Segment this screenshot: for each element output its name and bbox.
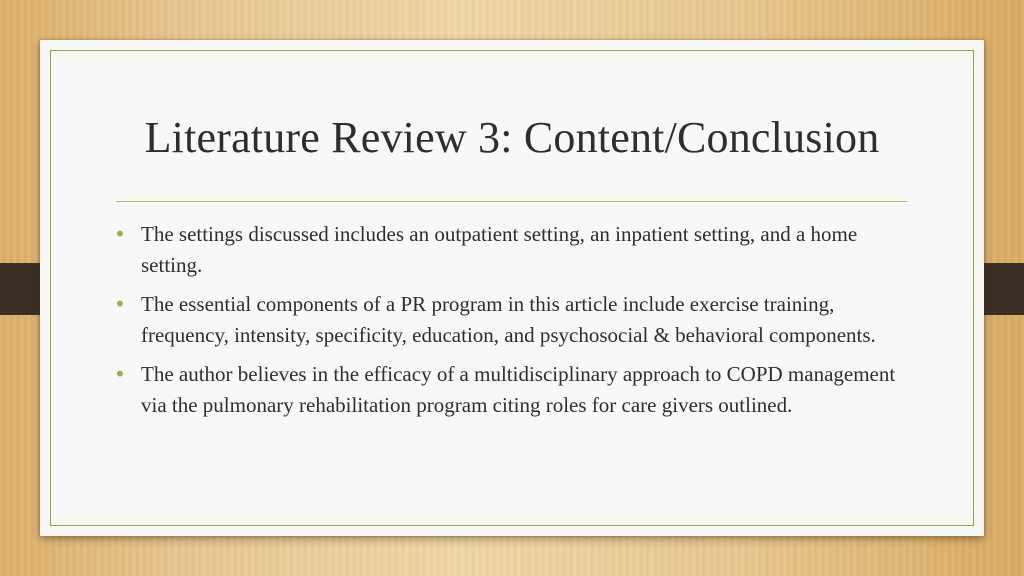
title-divider bbox=[116, 201, 907, 202]
bullet-list bbox=[114, 219, 921, 429]
bullet-item bbox=[114, 359, 921, 421]
bullet-text: The essential components of a PR program in this article include exercise training, frequency, intensity, specificity, education, and psychosocial & behavioral components. bbox=[141, 292, 876, 347]
slide-title: Literature Review 3: Content/Conclusion bbox=[144, 113, 880, 162]
bullet-text: The settings discussed includes an outpatient setting, an inpatient setting, and a home setting. bbox=[141, 222, 858, 277]
bullet-marker-icon: • bbox=[114, 292, 126, 316]
bullet-marker-icon: • bbox=[114, 362, 126, 386]
bullet-marker-icon: • bbox=[114, 222, 126, 246]
slide-card bbox=[40, 40, 984, 536]
bullet-item bbox=[114, 289, 921, 351]
bullet-text: The author believes in the efficacy of a multidisciplinary approach to COPD management via the pulmonary rehabilitation program citing roles for care givers outlined. bbox=[141, 362, 896, 417]
bullet-item bbox=[114, 219, 921, 281]
